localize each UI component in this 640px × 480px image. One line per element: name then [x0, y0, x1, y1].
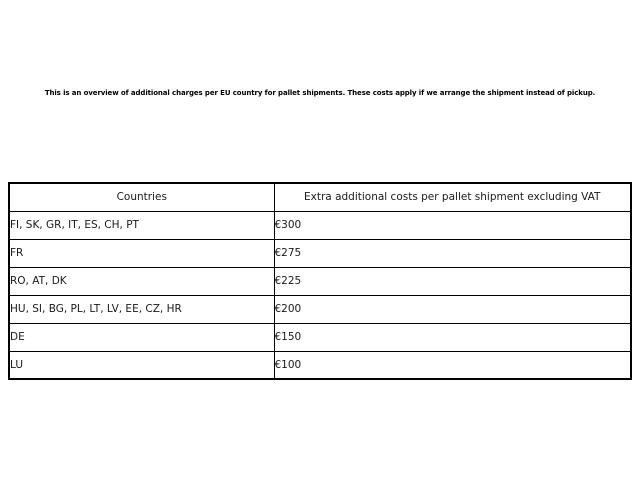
- cost-cell: €300: [274, 211, 631, 239]
- table-header-row: [9, 183, 631, 211]
- table-row: [9, 323, 631, 351]
- table-row: [9, 351, 631, 379]
- countries-cell: DE: [9, 323, 274, 351]
- table-row: [9, 267, 631, 295]
- countries-cell: FI, SK, GR, IT, ES, CH, PT: [9, 211, 274, 239]
- table-row: [9, 239, 631, 267]
- cost-cell: €225: [274, 267, 631, 295]
- cost-cell: €150: [274, 323, 631, 351]
- cost-cell: €275: [274, 239, 631, 267]
- cost-cell: €100: [274, 351, 631, 379]
- table-row: [9, 211, 631, 239]
- table-row: [9, 295, 631, 323]
- countries-cell: HU, SI, BG, PL, LT, LV, EE, CZ, HR: [9, 295, 274, 323]
- cost-cell: €200: [274, 295, 631, 323]
- countries-cell: LU: [9, 351, 274, 379]
- header-countries: Countries: [9, 183, 274, 211]
- costs-table: [8, 182, 632, 380]
- countries-cell: FR: [9, 239, 274, 267]
- header-extra-costs: Extra additional costs per pallet shipment excluding VAT: [274, 183, 631, 211]
- intro-text: This is an overview of additional charges per EU country for pallet shipments. These costs apply if we arrange the shipment instead of pickup.: [44, 89, 596, 97]
- countries-cell: RO, AT, DK: [9, 267, 274, 295]
